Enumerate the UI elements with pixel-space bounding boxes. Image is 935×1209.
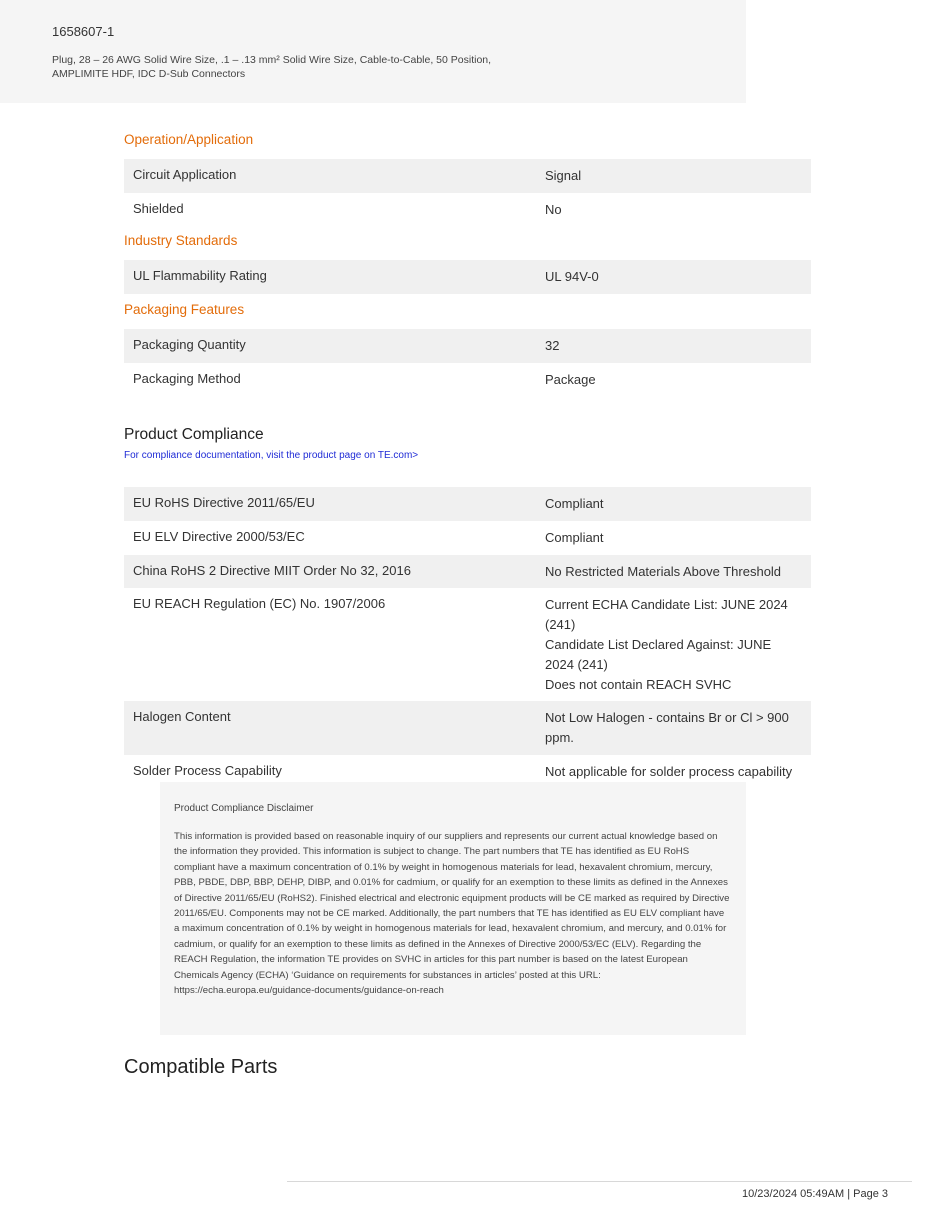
compliance-link[interactable]: For compliance documentation, visit the product page on TE.com>	[124, 450, 419, 461]
row-value: Signal	[545, 168, 582, 183]
table-row	[124, 363, 811, 397]
packaging-table	[124, 329, 811, 397]
row-value	[536, 701, 811, 755]
table-row	[124, 701, 811, 755]
table-row	[124, 588, 811, 701]
footer-divider	[287, 1181, 912, 1182]
industry-table	[124, 260, 811, 294]
value-line: No Restricted Materials Above Threshold	[545, 563, 782, 579]
disclaimer-body: This information is provided based on reasonable inquiry of our suppliers and represents our current actual knowledge based on the information they provided. This information is subject to change. The part numbers that TE has identified as EU RoHS compliant have a maximum concentration of 0.1% by weight in homogenous materials for lead, hexavalent chromium, mercury, PBB, PBDE, DBP, BBP, DEHP, DIBP, and 0.01% for cadmium, or qualify for an exemption to these limits as defined in the Annexes of Directive 2011/65/EU (RoHS2). Finished electrical and electronic equipment products will be CE marked as required by Directive 2011/65/EU. Components may not be CE marked. Additionally, the part numbers that TE has identified as EU ELV compliant have a maximum concentration of 0.1% by weight in homogenous materials for lead, hexavalent chromium, and mercury, and 0.01% for cadmium, or qualify for an exemption to these limits as defined in the Annexes of Directive 2000/53/EC (ELV). Regarding the REACH Regulation, the information TE provides on SVHC in articles for this part number is based on the latest European Chemicals Agency (ECHA) ‘Guidance on requirements for substances in articles’ posted at this URL: https://echa.europa.eu/guidance-documents/guidance-on-reach	[174, 831, 730, 997]
disclaimer-title: Product Compliance Disclaimer	[174, 803, 314, 814]
table-row	[124, 487, 811, 521]
row-value: No	[545, 201, 562, 217]
section-title-operation: Operation/Application	[124, 132, 254, 147]
footer-timestamp: 10/23/2024 05:49AM | Page 3	[742, 1188, 888, 1200]
value-line: Does not contain REACH SVHC	[545, 676, 732, 692]
table-row	[124, 521, 811, 555]
row-label: China RoHS 2 Directive MIIT Order No 32, 2016	[133, 562, 411, 578]
row-value: 32	[545, 338, 560, 353]
row-label: Packaging Method	[133, 370, 241, 386]
row-label: UL Flammability Rating	[133, 268, 267, 283]
row-value	[536, 555, 811, 589]
row-label: EU ELV Directive 2000/53/EC	[133, 528, 305, 544]
row-value	[536, 487, 811, 521]
operation-table	[124, 159, 811, 227]
page-header	[0, 0, 746, 103]
value-line: Compliant	[545, 496, 604, 511]
row-label: Packaging Quantity	[133, 337, 246, 352]
table-row	[124, 555, 811, 589]
value-line: Current ECHA Candidate List: JUNE 2024 (241)	[545, 597, 788, 633]
compliance-table	[124, 487, 811, 789]
row-label: Shielded	[133, 200, 184, 216]
compliance-disclaimer	[160, 782, 746, 1035]
part-description: Plug, 28 – 26 AWG Solid Wire Size, .1 – .13 mm² Solid Wire Size, Cable-to-Cable, 50 Position, AMPLIMITE HDF, IDC D-Sub Connectors	[52, 54, 492, 80]
row-value	[536, 521, 811, 555]
table-row	[124, 193, 811, 227]
row-value: UL 94V-0	[545, 269, 599, 284]
row-label: Halogen Content	[133, 709, 231, 725]
value-line: Candidate List Declared Against: JUNE 2024 (241)	[545, 636, 772, 672]
row-label: EU RoHS Directive 2011/65/EU	[133, 495, 315, 510]
compliance-title: Product Compliance	[124, 426, 264, 443]
compatible-parts-title: Compatible Parts	[124, 1056, 278, 1078]
value-line: Compliant	[545, 529, 604, 545]
section-title-industry: Industry Standards	[124, 233, 238, 248]
row-label: EU REACH Regulation (EC) No. 1907/2006	[133, 596, 386, 612]
part-number: 1658607-1	[52, 24, 115, 39]
row-label: Circuit Application	[133, 167, 237, 182]
row-value	[536, 588, 811, 701]
section-title-packaging: Packaging Features	[124, 302, 245, 317]
table-row	[124, 159, 811, 193]
value-line: Not applicable for solder process capability	[545, 763, 793, 779]
value-line: Not Low Halogen - contains Br or Cl > 900 ppm.	[545, 710, 789, 746]
table-row	[124, 329, 811, 363]
row-value: Package	[545, 371, 596, 387]
table-row	[124, 260, 811, 294]
row-label: Solder Process Capability	[133, 762, 282, 778]
